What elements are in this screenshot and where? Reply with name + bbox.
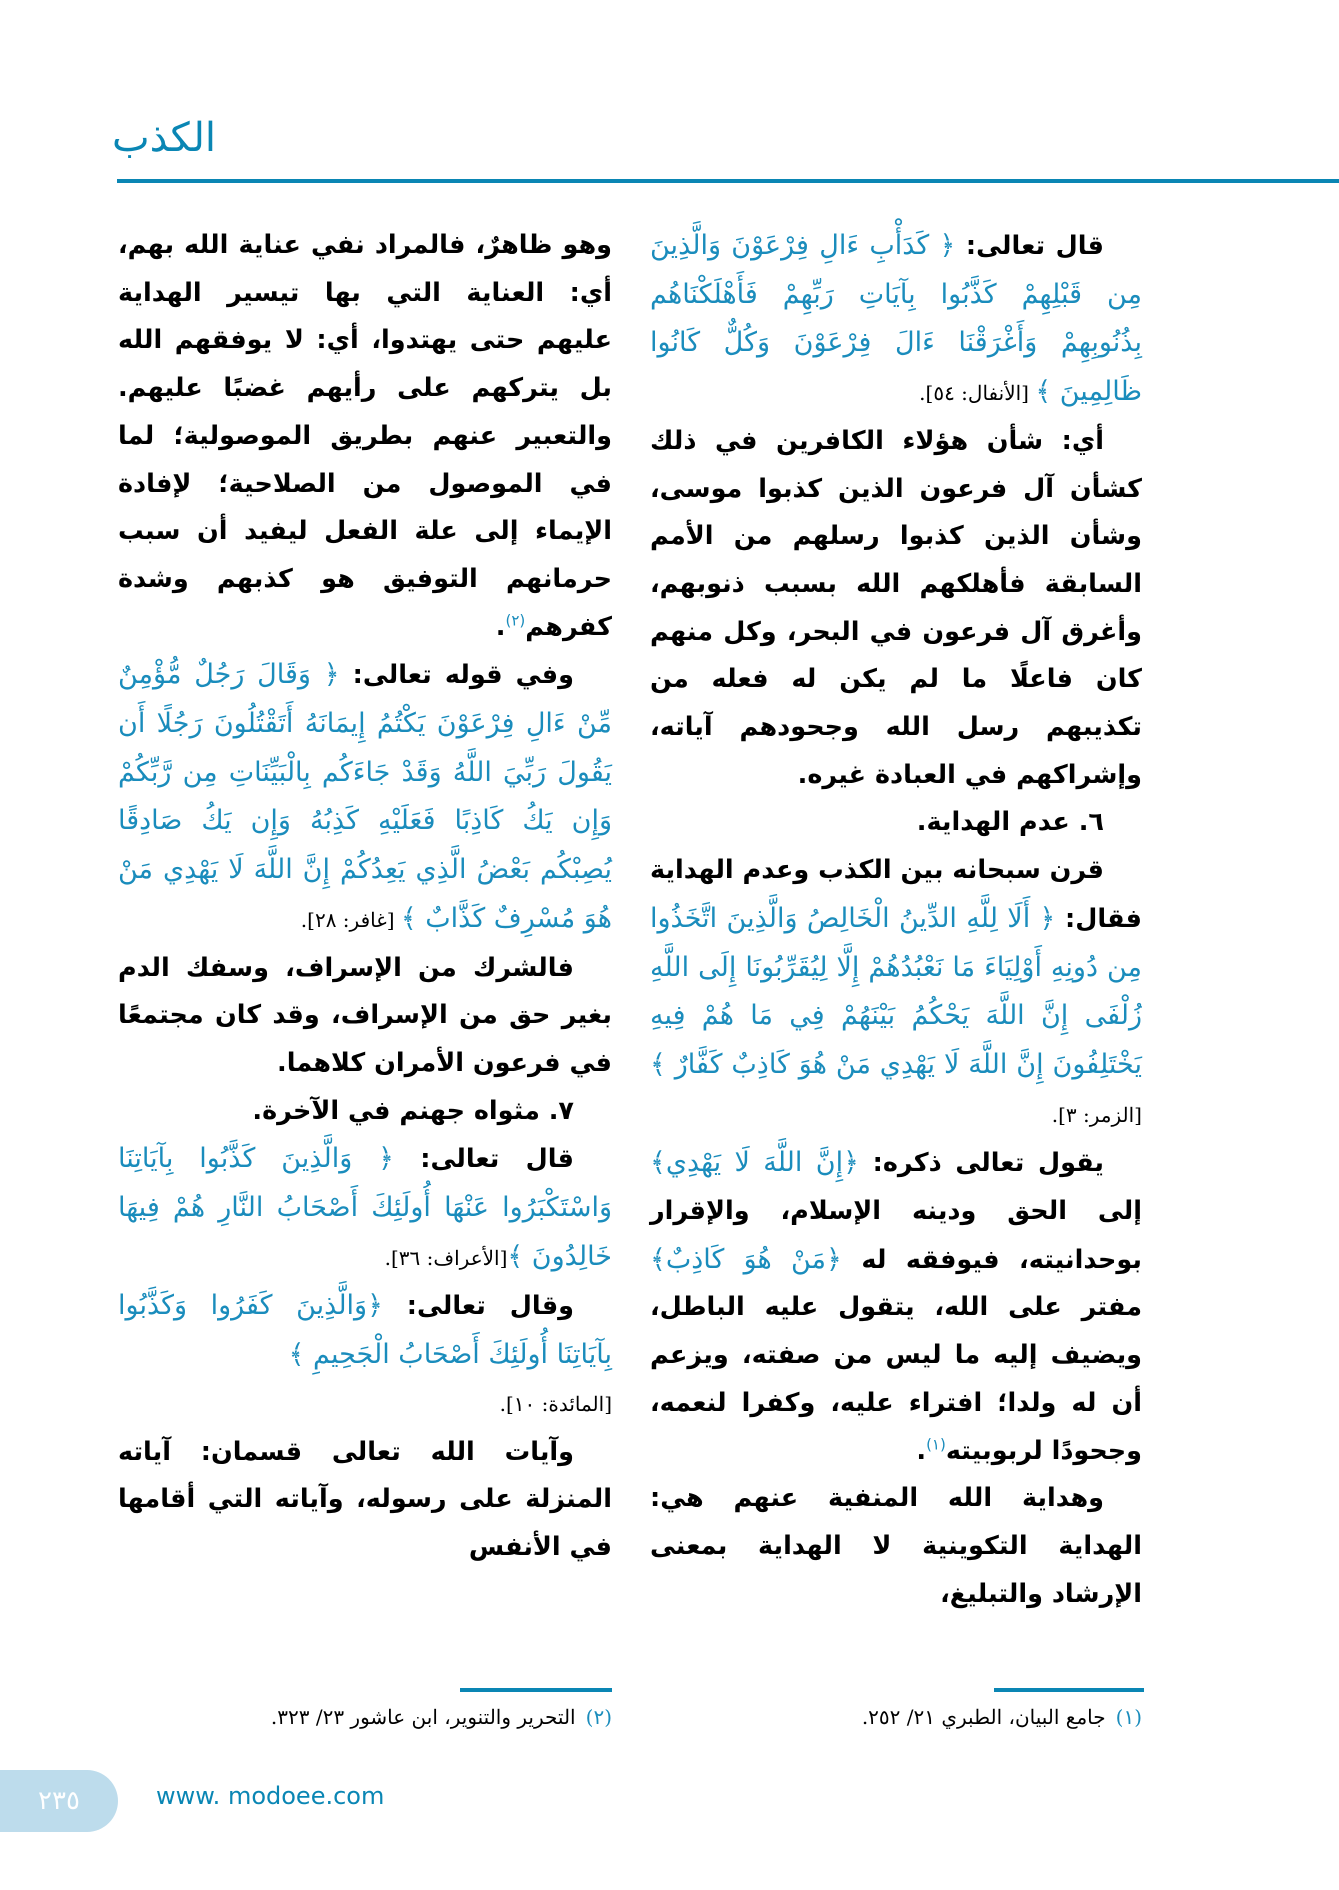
text: وهو ظاهرٌ، فالمراد نفي عناية الله بهم، أي: العناية التي بها تيسير الهداية عليهم حتى يهتدوا، أي: لا يوفقهم الله بل يتركهم على رأيهم غضبًا عليهم. والتعبير عنهم بطريق الموصولية؛ لما في الموصول من الصلاحية؛ لإفادة الإيماء إلى علة الفعل ليفيد أن سبب حرمانهم التوفيق هو كذبهم وشدة كفرهم — [118, 230, 612, 642]
footnote-number: (١) — [1115, 1705, 1142, 1729]
quran-verse: ﴿وَالَّذِينَ كَفَرُوا وَكَذَّبُوا بِآيَاتِنَا أُولَئِكَ أَصْحَابُ الْجَحِيمِ ﴾ — [118, 1290, 612, 1371]
text: إلى الحق ودينه الإسلام، والإقرار بوحدانيته، فيوفقه له — [650, 1196, 1142, 1275]
paragraph — [118, 1282, 612, 1379]
paragraph — [650, 847, 1142, 1139]
footnote-marker[interactable]: (١) — [926, 1435, 946, 1454]
left-column — [118, 222, 612, 1572]
text: . — [495, 611, 506, 642]
text: مفتر على الله، يتقول عليه الباطل، ويضيف إليه ما ليس من صفته، ويزعم أن له ولدا؛ افتراء عليه، وكفرا لنعمه، وجحودًا لربوبيته — [650, 1292, 1142, 1466]
paragraph — [650, 1139, 1142, 1475]
verse-reference: [الزمر: ٣]. — [1051, 1102, 1142, 1127]
verse-reference: [الأعراف: ٣٦]. — [384, 1245, 508, 1270]
paragraph: وهداية الله المنفية عنهم هي: الهداية التكوينية لا الهداية بمعنى الإرشاد والتبليغ، — [650, 1483, 1142, 1609]
right-column — [650, 222, 1142, 1618]
paragraph — [118, 651, 612, 944]
quran-verse: ﴿ كَدَأْبِ ءَالِ فِرْعَوْنَ وَالَّذِينَ مِن قَبْلِهِمْ كَذَّبُوا بِآيَاتِ رَبِّهِمْ فَأَهْلَكْنَاهُم بِذُنُوبِهِمْ وَأَغْرَقْنَا ءَالَ فِرْعَوْنَ وَكُلٌّ كَانُوا ظَالِمِينَ ﴾ — [650, 230, 1142, 408]
website-link[interactable]: www. modoee.com — [156, 1782, 385, 1810]
paragraph — [118, 1135, 612, 1282]
verse-reference: [الأنفال: ٥٤]. — [919, 381, 1036, 406]
footnote-number: (٢) — [585, 1705, 612, 1729]
quran-quote: ﴿إِنَّ اللَّهَ لَا يَهْدِي﴾ — [650, 1147, 859, 1179]
footnote — [118, 1700, 612, 1734]
text: . — [916, 1435, 927, 1466]
footnote-text: التحرير والتنوير، ابن عاشور ٢٣/ ٣٢٣. — [270, 1705, 576, 1729]
paragraph: فالشرك من الإسراف، وسفك الدم بغير حق من الإسراف، وقد كان مجتمعًا في فرعون الأمران كلاهما. — [118, 952, 612, 1078]
footnote-text: جامع البيان، الطبري ٢١/ ٢٥٢. — [861, 1705, 1106, 1729]
quran-verse: ﴿ أَلَا لِلَّهِ الدِّينُ الْخَالِصُ وَالَّذِينَ اتَّخَذُوا مِن دُونِهِ أَوْلِيَاءَ مَا نَعْبُدُهُمْ إِلَّا لِيُقَرِّبُونَا إِلَى اللَّهِ زُلْفَى إِنَّ اللَّهَ يَحْكُمُ بَيْنَهُمْ فِي مَا هُمْ فِيهِ يَخْتَلِفُونَ إِنَّ اللَّهَ لَا يَهْدِي مَنْ هُوَ كَاذِبٌ كَفَّارٌ ﴾ — [650, 902, 1142, 1080]
text: قرن سبحانه بين الكذب وعدم الهداية فقال: — [650, 855, 1143, 934]
text: قال تعالى: — [955, 231, 1104, 261]
chapter-title: الكذب — [112, 115, 217, 161]
paragraph — [650, 222, 1142, 418]
quran-quote: ﴿مَنْ هُوَ كَاذِبٌ﴾ — [650, 1243, 842, 1275]
paragraph — [118, 222, 612, 651]
section-heading: ٧. مثواه جهنم في الآخرة. — [252, 1095, 574, 1126]
footnote — [650, 1700, 1142, 1734]
paragraph — [118, 1380, 612, 1429]
text: وفي قوله تعالى: — [339, 660, 574, 691]
text: يقول تعالى ذكره: — [858, 1148, 1104, 1179]
section-heading: ٦. عدم الهداية. — [916, 807, 1104, 838]
page-number-badge — [0, 1770, 118, 1832]
text: قال تعالى: — [394, 1144, 574, 1175]
header-divider — [117, 179, 1339, 183]
quran-verse: ﴿ وَقَالَ رَجُلٌ مُّؤْمِنٌ مِّنْ ءَالِ فِرْعَوْنَ يَكْتُمُ إِيمَانَهُ أَتَقْتُلُونَ رَجُلًا أَن يَقُولَ رَبِّيَ اللَّهُ وَقَدْ جَاءَكُم بِالْبَيِّنَاتِ مِن رَّبِّكُمْ وَإِن يَكُ كَاذِبًا فَعَلَيْهِ كَذِبُهُ وَإِن يَكُ صَادِقًا يُصِبْكُم بَعْضُ الَّذِي يَعِدُكُمْ إِنَّ اللَّهَ لَا يَهْدِي مَنْ هُوَ مُسْرِفٌ كَذَّابٌ ﴾ — [118, 659, 612, 934]
paragraph: وآيات الله تعالى قسمان: آياته المنزلة على رسوله، وآياته التي أقامها في الأنفس — [118, 1436, 612, 1562]
footnote-divider — [994, 1688, 1144, 1692]
quran-verse: ﴿ وَالَّذِينَ كَذَّبُوا بِآيَاتِنَا وَاسْتَكْبَرُوا عَنْهَا أُولَئِكَ أَصْحَابُ النَّارِ هُمْ فِيهَا خَالِدُونَ ﴾ — [118, 1143, 612, 1272]
verse-reference: [غافر: ٢٨]. — [300, 907, 401, 932]
paragraph: أي: شأن هؤلاء الكافرين في ذلك كشأن آل فرعون الذين كذبوا موسى، وشأن الذين كذبوا رسلهم من الأمم السابقة فأهلكهم الله بسبب ذنوبهم، وأغرق آل فرعون في البحر، وكل منهم كان فاعلًا ما لم يكن له فعله من تكذيبهم رسل الله وجحودهم آياته، وإشراكهم في العبادة غيره. — [650, 425, 1142, 790]
page-number: ٢٣٥ — [38, 1786, 80, 1816]
verse-reference: [المائدة: ١٠]. — [499, 1391, 612, 1416]
text: وقال تعالى: — [382, 1291, 574, 1322]
footnote-divider — [460, 1688, 612, 1692]
footnote-marker[interactable]: (٢) — [505, 611, 526, 630]
